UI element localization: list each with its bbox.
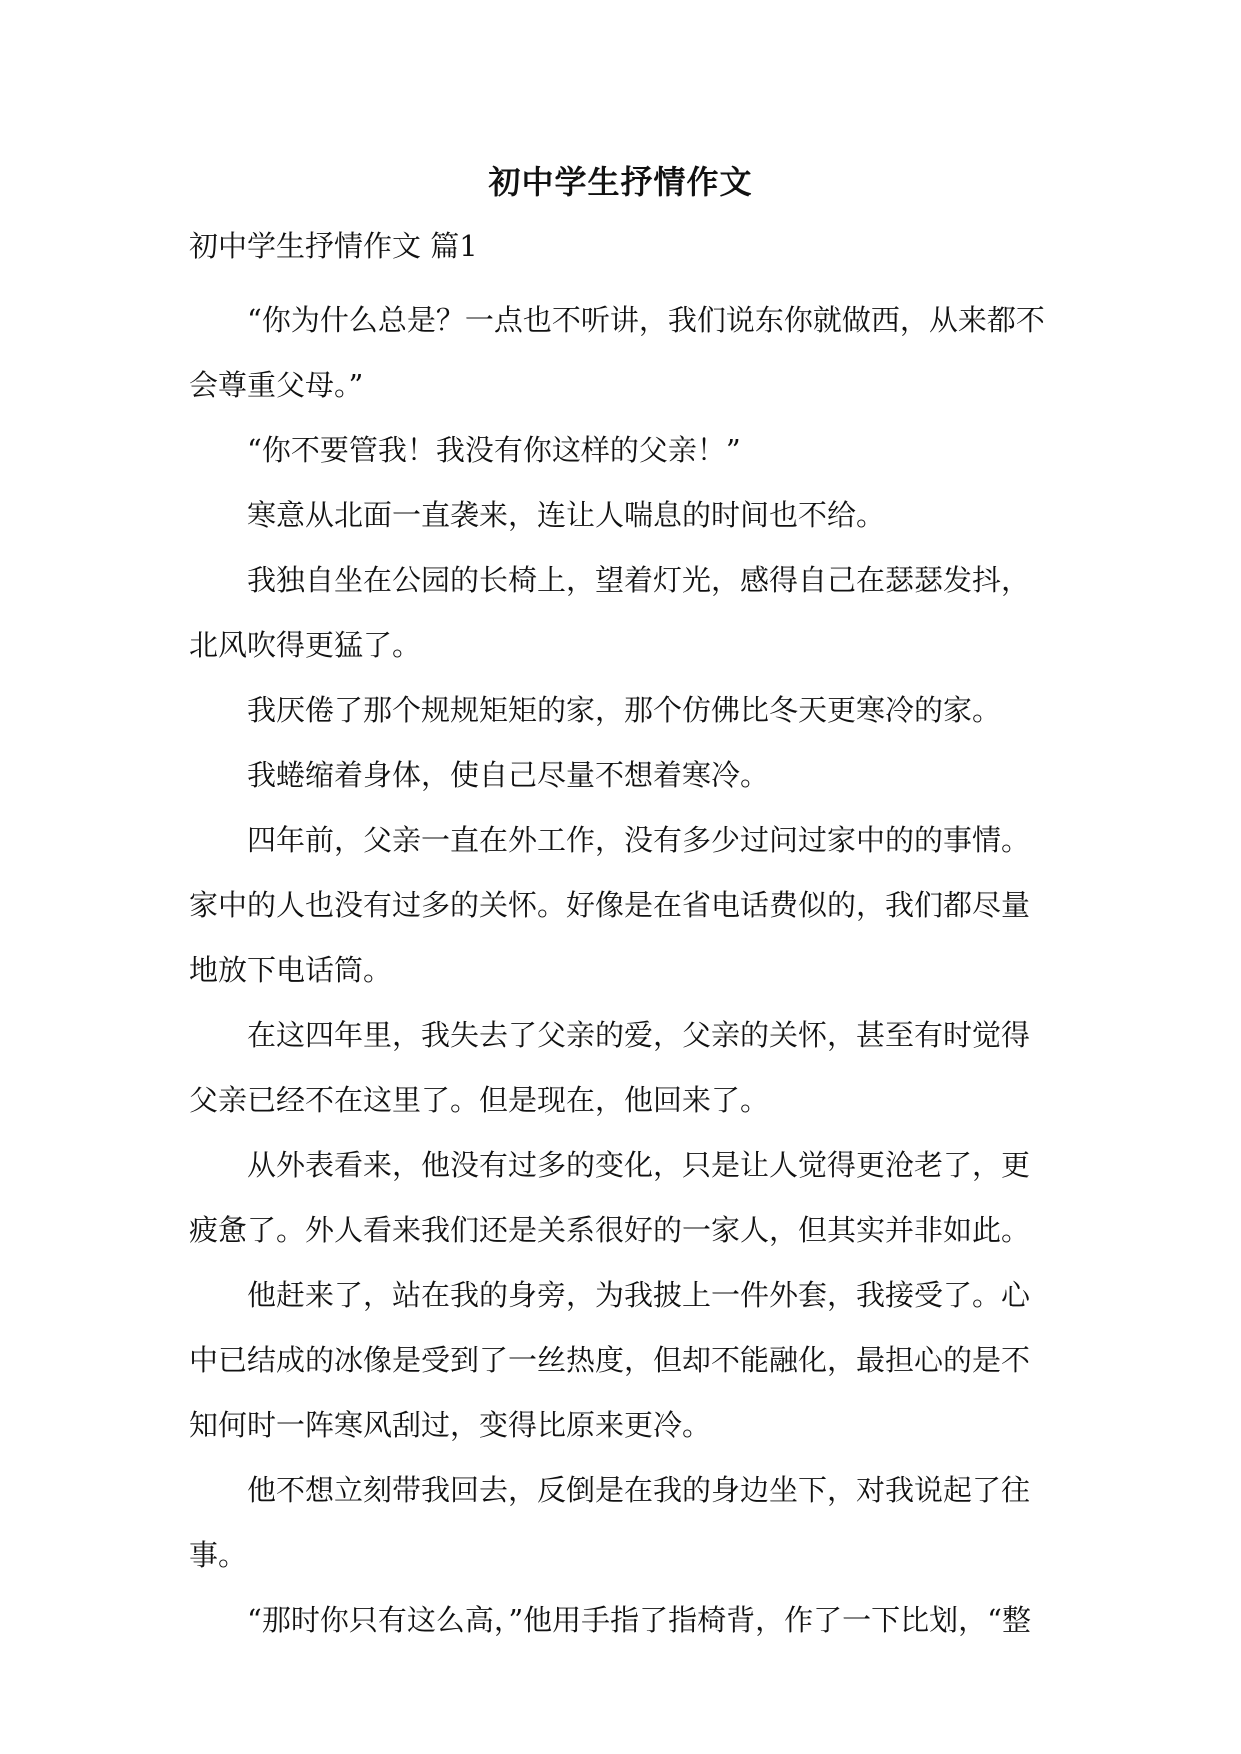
document-title: 初中学生抒情作文 [488,163,753,201]
document-body [189,288,1055,1653]
paragraph: 我独自坐在公园的长椅上，望着灯光，感得自己在瑟瑟发抖，北风吹得更猛了。 [189,563,1031,662]
paragraph: 寒意从北面一直袭来，连让人喘息的时间也不给。 [247,498,886,532]
paragraph: “你为什么总是？一点也不听讲，我们说东你就做西，从来都不会尊重父母。” [189,303,1045,402]
paragraph: 从外表看来，他没有过多的变化，只是让人觉得更沧老了，更疲惫了。外人看来我们还是关系很好的一家人，但其实并非如此。 [189,1148,1031,1247]
paragraph: 在这四年里，我失去了父亲的爱，父亲的关怀，甚至有时觉得父亲已经不在这里了。但是现在，他回来了。 [189,1018,1031,1117]
paragraph: “你不要管我！我没有你这样的父亲！” [247,433,741,467]
section-heading: 初中学生抒情作文 篇1 [189,229,478,263]
paragraph: “那时你只有这么高，”他用手指了指椅背，作了一下比划，“整 [247,1603,1031,1637]
paragraph: 他不想立刻带我回去，反倒是在我的身边坐下，对我说起了往事。 [189,1473,1031,1572]
paragraph: 我蜷缩着身体，使自己尽量不想着寒冷。 [247,758,770,792]
paragraph: 四年前，父亲一直在外工作，没有多少过问过家中的的事情。家中的人也没有过多的关怀。好像是在省电话费似的，我们都尽量地放下电话筒。 [189,823,1031,987]
paragraph: 我厌倦了那个规规矩矩的家，那个仿佛比冬天更寒冷的家。 [247,693,1002,727]
paragraph: 他赶来了，站在我的身旁，为我披上一件外套，我接受了。心中已结成的冰像是受到了一丝热度，但却不能融化，最担心的是不知何时一阵寒风刮过，变得比原来更冷。 [189,1278,1031,1442]
